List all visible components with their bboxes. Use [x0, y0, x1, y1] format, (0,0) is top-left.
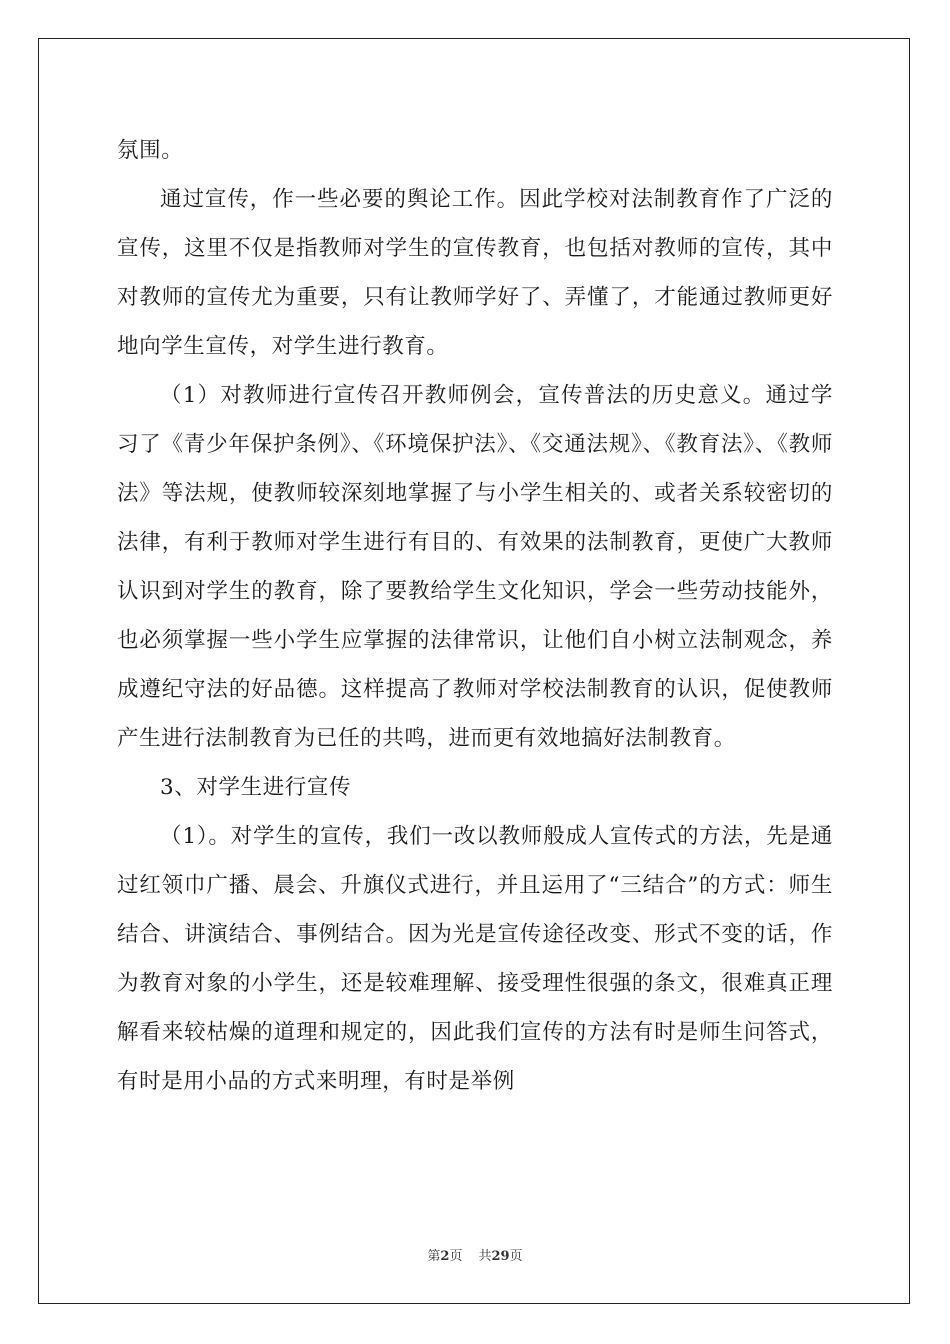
page-number: 2 — [440, 1249, 450, 1264]
paragraph: 氛围。 — [117, 138, 184, 163]
document-body — [117, 126, 833, 1106]
page-footer — [0, 1245, 950, 1264]
paragraph: （1）对教师进行宣传召开教师例会，宣传普法的历史意义。通过学习了《青少年保护条例》、《环境保护法》、《交通法规》、《教育法》、《教师法》等法规，使教师较深刻地掌握了与小学生相关的、或者关系较密切的法律，有利于教师对学生进行有目的、有效果的法制教育，更使广大教师认识到对学生的教育，除了要教给学生文化知识，学会一些劳动技能外，也必须掌握一些小学生应掌握的法律常识，让他们自小树立法制观念，养成遵纪守法的好品德。这样提高了教师对学校法制教育的认识，促使教师产生进行法制教育为已任的共鸣，进而更有效地搞好法制教育。 — [117, 383, 833, 751]
paragraph: （1）。对学生的宣传，我们一改以教师般成人宣传式的方法，先是通过红领巾广播、晨会、升旗仪式进行，并且运用了“三结合”的方式：师生结合、讲演结合、事例结合。因为光是宣传途径改变、形式不变的话，作为教育对象的小学生，还是较难理解、接受理性很强的条文，很难真正理解看来较枯燥的道理和规定的，因此我们宣传的方法有时是师生问答式，有时是用小品的方式来明理，有时是举例 — [117, 824, 833, 1094]
total-pages: 29 — [491, 1249, 510, 1264]
total-suffix: 页 — [509, 1249, 523, 1264]
paragraph: 通过宣传，作一些必要的舆论工作。因此学校对法制教育作了广泛的宣传，这里不仅是指教师对学生的宣传教育，也包括对教师的宣传，其中对教师的宣传尤为重要，只有让教师学好了、弄懂了，才能通过教师更好地向学生宣传，对学生进行教育。 — [117, 187, 833, 359]
page-prefix: 第 — [427, 1249, 441, 1264]
page-suffix: 页 — [449, 1249, 463, 1264]
total-prefix: 共 — [478, 1249, 492, 1264]
section-heading: 3、对学生进行宣传 — [160, 775, 352, 800]
